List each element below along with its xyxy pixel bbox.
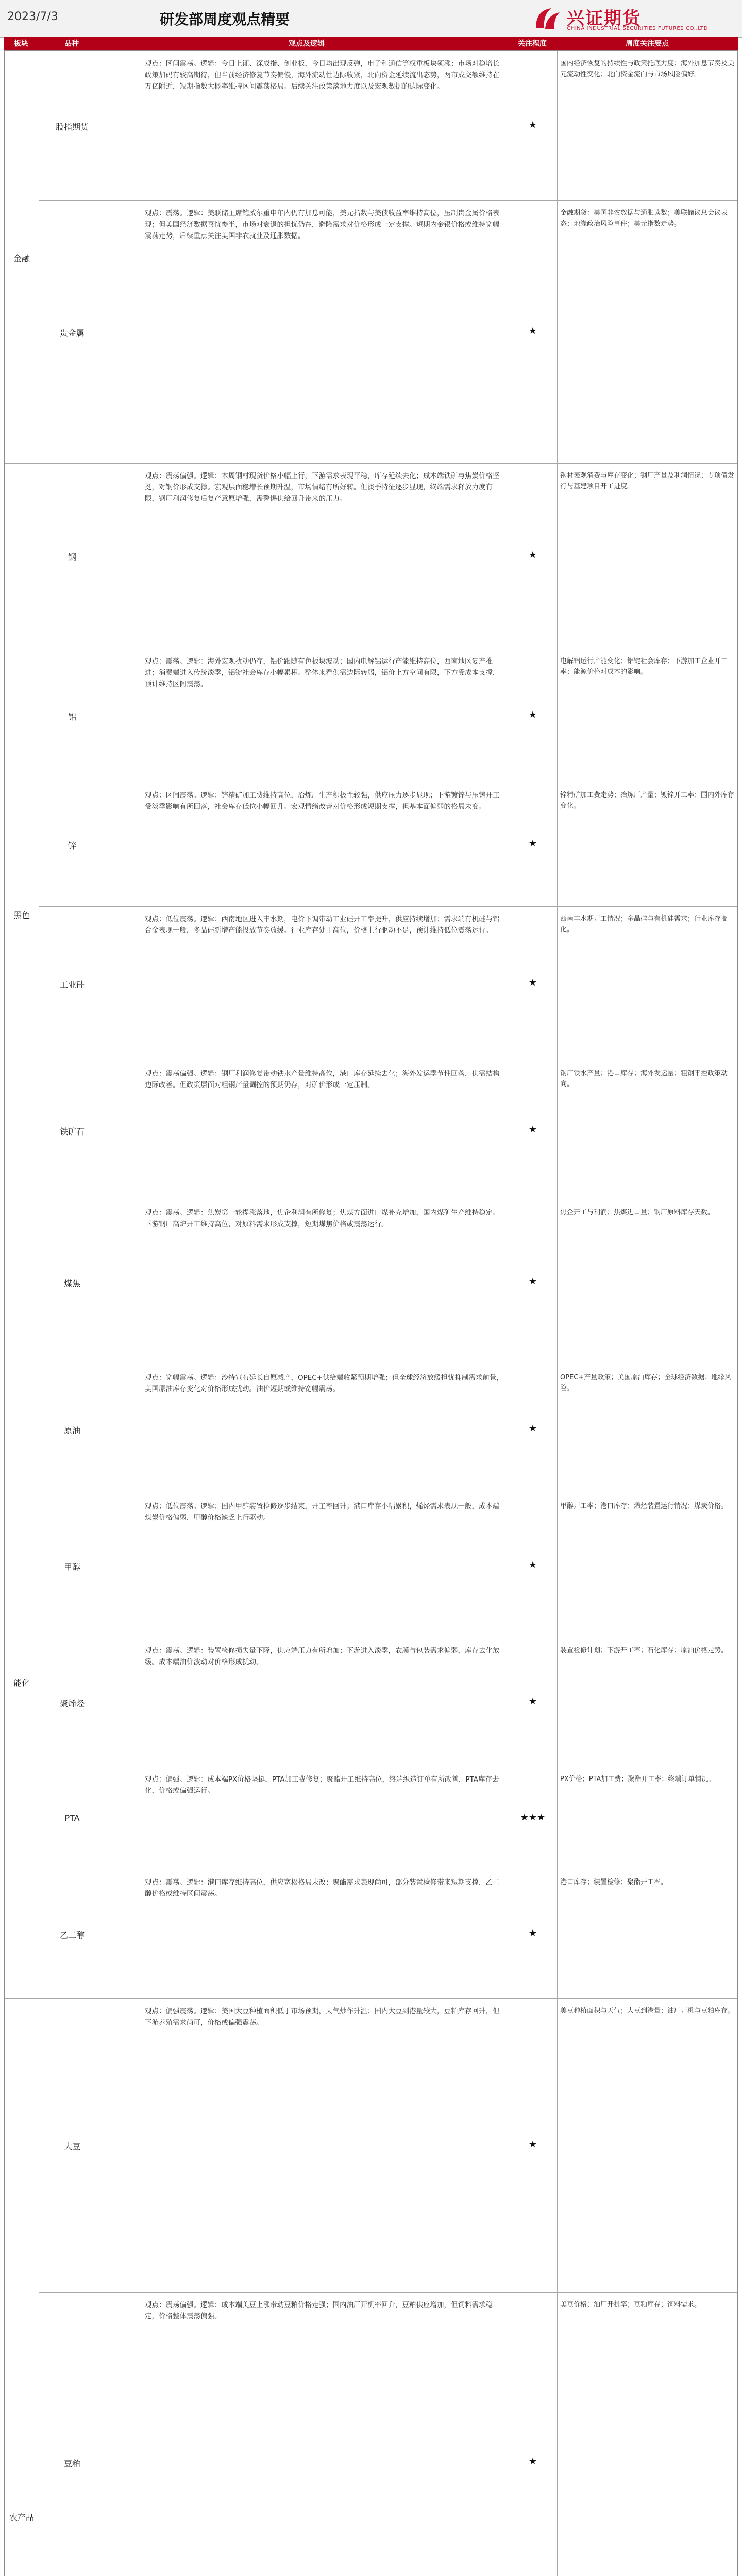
row-divider bbox=[39, 463, 737, 464]
attention-stars: ★ bbox=[528, 550, 537, 561]
table-header bbox=[4, 37, 738, 50]
weekly-focus-cell: 港口库存；装置检修；聚酯开工率。 bbox=[560, 1878, 668, 1886]
logic-cell: 观点：震荡。逻辑：美联储主席鲍威尔重申年内仍有加息可能，美元指数与美债收益率维持高位，压制贵金属价格表现；但美国经济数据喜忧参半，市场对衰退的担忧仍在，避险需求对价格形成一定支撑。短期内金银价格或维持宽幅震荡走势，后续重点关注美国非农就业及通胀数据。 bbox=[145, 209, 500, 240]
variety-cell: 大豆 bbox=[63, 2142, 80, 2151]
variety-cell: 原油 bbox=[63, 1426, 80, 1435]
logo-mark-icon bbox=[533, 5, 562, 32]
attention-stars: ★ bbox=[528, 120, 537, 130]
logo-english-name: CHINA INDUSTRIAL SECURITIES FUTURES CO.,LTD. bbox=[567, 26, 710, 31]
sector-divider bbox=[5, 1998, 39, 1999]
weekly-focus-cell: 美豆价格；油厂开机率；豆粕库存；饲料需求。 bbox=[560, 2301, 701, 2309]
row-divider bbox=[39, 200, 737, 201]
weekly-focus-cell: 美豆种植面积与天气；大豆到港量；油厂开机与豆粕库存。 bbox=[560, 2007, 735, 2015]
variety-cell: 乙二醇 bbox=[59, 1930, 85, 1940]
variety-cell: 工业硅 bbox=[59, 980, 85, 990]
logic-cell: 观点：偏强震荡。逻辑：美国大豆种植面积低于市场预期，天气炒作升温；国内大豆到港量较大，豆粕库存回升，但下游养殖需求尚可，价格或偏强震荡。 bbox=[145, 2007, 500, 2027]
report-date: 2023/7/3 bbox=[7, 10, 58, 23]
variety-cell: 锌 bbox=[68, 841, 76, 851]
weekly-focus-cell: 西南丰水期开工情况；多晶硅与有机硅需求；行业库存变化。 bbox=[560, 915, 728, 934]
logic-cell: 观点：低位震荡。逻辑：西南地区进入丰水期，电价下调带动工业硅开工率提升，供应持续增加；需求端有机硅与铝合金表现一般，多晶硅新增产能投放节奏放缓。行业库存处于高位，价格上行驱动不足，预计维持低位震荡运行。 bbox=[145, 915, 500, 935]
logic-cell: 观点：宽幅震荡。逻辑：沙特宣布延长自愿减产，OPEC+供给端收紧预期增强；但全球经济放缓担忧抑制需求前景，美国原油库存变化对价格形成扰动。油价短期或维持宽幅震荡。 bbox=[145, 1374, 504, 1393]
variety-cell: 豆粕 bbox=[63, 2459, 80, 2468]
report-title: 研发部周度观点精要 bbox=[160, 11, 290, 28]
views-table bbox=[4, 37, 738, 2522]
logic-cell: 观点：震荡偏强。逻辑：成本端美豆上涨带动豆粕价格走强；国内油厂开机率回升，豆粕供应增加，但饲料需求稳定，价格整体震荡偏强。 bbox=[145, 2301, 493, 2320]
logic-cell: 观点：区间震荡。逻辑：今日上证、深成指、创业板，今日均出现反弹，电子和通信等权重板块领涨；市场对稳增长政策加码有较高期待，但当前经济修复节奏偏慢，海外流动性边际收紧，北向资金延续流出态势，两市成交额维持在万亿附近，短期指数大概率维持区间震荡格局。后续关注政策落地力度以及宏观数据的边际变化。 bbox=[145, 60, 500, 91]
attention-stars: ★ bbox=[528, 1276, 537, 1287]
weekly-focus-cell: 电解铝运行产能变化；铝锭社会库存；下游加工企业开工率；能源价格对成本的影响。 bbox=[560, 657, 728, 676]
sector-cell: 黑色 bbox=[13, 910, 30, 920]
logic-cell: 观点：偏强。逻辑：成本端PX价格坚挺，PTA加工费修复；聚酯开工维持高位，终端织造订单有所改善，PTA库存去化，价格或偏强运行。 bbox=[145, 1775, 499, 1795]
logic-cell: 观点：震荡。逻辑：港口库存维持高位，供应宽松格局未改；聚酯需求表现尚可，部分装置检修带来短期支撑，乙二醇价格或维持区间震荡。 bbox=[145, 1878, 500, 1898]
variety-cell: 甲醇 bbox=[63, 1562, 80, 1572]
weekly-focus-cell: 装置检修计划；下游开工率；石化库存；原油价格走势。 bbox=[560, 1647, 728, 1654]
weekly-focus-cell: 钢材表观消费与库存变化；钢厂产量及利润情况；专项债发行与基建项目开工进度。 bbox=[560, 472, 735, 490]
logic-cell: 观点：震荡。逻辑：海外宏观扰动仍存，铝价跟随有色板块波动；国内电解铝运行产能维持高位，西南地区复产推进；消费端进入传统淡季，铝锭社会库存小幅累积。整体来看供需边际转弱，铝价上方空间有限，下方受成本支撑，预计维持区间震荡。 bbox=[145, 657, 500, 688]
attention-stars: ★ bbox=[528, 1696, 537, 1707]
weekly-focus-cell: 焦企开工与利润；焦煤进口量；钢厂原料库存天数。 bbox=[560, 1209, 715, 1216]
logic-cell: 观点：震荡。逻辑：装置检修损失量下降，供应端压力有所增加；下游进入淡季，农膜与包装需求偏弱，库存去化放缓。成本端油价波动对价格形成扰动。 bbox=[145, 1647, 500, 1666]
row-divider bbox=[39, 2292, 737, 2293]
logo-chinese-name: 兴证期货 bbox=[567, 8, 641, 29]
logic-cell: 观点：低位震荡。逻辑：国内甲醇装置检修逐步结束，开工率回升；港口库存小幅累积，烯烃需求表现一般，成本端煤炭价格偏弱，甲醇价格缺乏上行驱动。 bbox=[145, 1502, 500, 1522]
logic-cell: 观点：震荡偏强。逻辑：本周钢材现货价格小幅上行，下游需求表现平稳，库存延续去化；成本端铁矿与焦炭价格坚挺，对钢价形成支撑。宏观层面稳增长预期升温，市场情绪有所好转。但淡季特征逐步显现，终端需求释放力度有限，钢厂利润修复后复产意愿增强，需警惕供给回升带来的压力。 bbox=[145, 472, 500, 503]
attention-stars: ★ bbox=[528, 2456, 537, 2467]
weekly-focus-cell: OPEC+产量政策；美国原油库存；全球经济数据；地缘风险。 bbox=[560, 1374, 732, 1392]
row-divider bbox=[39, 906, 737, 907]
company-logo bbox=[533, 3, 729, 34]
sector-cell: 能化 bbox=[13, 1678, 30, 1688]
variety-cell: 钢 bbox=[68, 552, 76, 562]
logic-cell: 观点：震荡偏强。逻辑：钢厂利润修复带动铁水产量维持高位，港口库存延续去化；海外发运季节性回落，供需结构边际改善。但政策层面对粗钢产量调控的预期仍存，对矿价形成一定压制。 bbox=[145, 1070, 500, 1089]
attention-stars: ★ bbox=[528, 1423, 537, 1434]
attention-stars: ★★★ bbox=[520, 1812, 546, 1823]
sector-cell: 金融 bbox=[13, 253, 30, 263]
sector-cell: 农产品 bbox=[9, 2513, 34, 2522]
variety-cell: 股指期货 bbox=[55, 122, 89, 132]
attention-stars: ★ bbox=[528, 1124, 537, 1135]
col-sector: 板块 bbox=[4, 37, 38, 50]
report-header bbox=[0, 0, 742, 38]
weekly-focus-cell: 国内经济恢复的持续性与政策托底力度；海外加息节奏及美元流动性变化；北向资金流向与市场风险偏好。 bbox=[560, 60, 735, 78]
attention-stars: ★ bbox=[528, 977, 537, 988]
col-variety: 品种 bbox=[38, 37, 105, 50]
attention-stars: ★ bbox=[528, 709, 537, 720]
attention-stars: ★ bbox=[528, 2139, 537, 2150]
weekly-focus-cell: 锌精矿加工费走势；冶炼厂产量；镀锌开工率；国内外库存变化。 bbox=[560, 791, 735, 810]
table-body bbox=[4, 50, 738, 2576]
logic-cell: 观点：区间震荡。逻辑：锌精矿加工费维持高位，冶炼厂生产积极性较强，供应压力逐步显现；下游镀锌与压铸开工受淡季影响有所回落，社会库存低位小幅回升。宏观情绪改善对价格形成短期支撑，但基本面偏弱的格局未变。 bbox=[145, 791, 500, 811]
col-logic: 观点及逻辑 bbox=[105, 37, 508, 50]
sector-divider bbox=[5, 463, 39, 464]
logic-cell: 观点：震荡。逻辑：焦炭第一轮提涨落地，焦企利润有所修复；焦煤方面进口煤补充增加，国内煤矿生产维持稳定。下游钢厂高炉开工维持高位，对原料需求形成支撑，短期煤焦价格或震荡运行。 bbox=[145, 1209, 500, 1228]
weekly-focus-cell: 钢厂铁水产量；港口库存；海外发运量；粗钢平控政策动向。 bbox=[560, 1070, 728, 1088]
variety-cell: 铁矿石 bbox=[59, 1127, 85, 1137]
variety-cell: 贵金属 bbox=[59, 328, 85, 338]
variety-cell: 铝 bbox=[68, 712, 76, 722]
col-attention: 关注程度 bbox=[508, 37, 556, 50]
variety-cell: 聚烯烃 bbox=[59, 1699, 85, 1708]
variety-cell: PTA bbox=[64, 1813, 80, 1823]
attention-stars: ★ bbox=[528, 1928, 537, 1939]
attention-stars: ★ bbox=[528, 1560, 537, 1570]
attention-stars: ★ bbox=[528, 838, 537, 849]
variety-cell: 煤焦 bbox=[63, 1279, 80, 1289]
row-divider bbox=[39, 1998, 737, 1999]
weekly-focus-cell: 金融期货：美国非农数据与通胀读数；美联储议息会议表态；地缘政治风险事件；美元指数走势。 bbox=[560, 209, 728, 228]
column-divider bbox=[557, 51, 558, 2576]
weekly-focus-cell: PX价格；PTA加工费；聚酯开工率；终端订单情况。 bbox=[560, 1775, 715, 1783]
attention-stars: ★ bbox=[528, 326, 537, 336]
col-weekly-focus: 周度关注要点 bbox=[556, 37, 738, 50]
weekly-focus-cell: 甲醇开工率；港口库存；烯烃装置运行情况；煤炭价格。 bbox=[560, 1502, 728, 1510]
